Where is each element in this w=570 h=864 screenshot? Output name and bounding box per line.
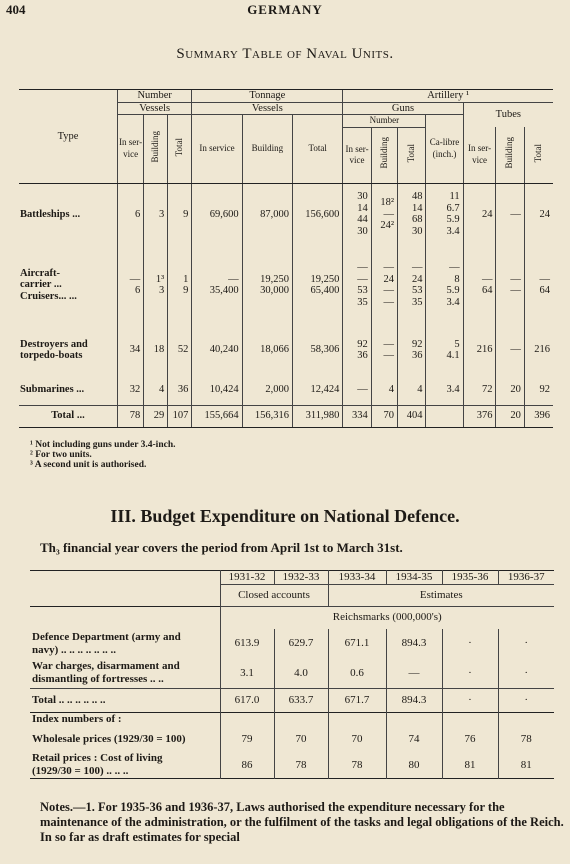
cell-cal: 3.4 bbox=[426, 375, 463, 405]
cell-t_t: 19,250 65,400 bbox=[293, 245, 343, 325]
header-artillery: Artillery ¹ bbox=[343, 90, 553, 103]
running-header bbox=[0, 2, 570, 20]
cell-tu_b: — — bbox=[496, 245, 524, 325]
header-tu-building: Building bbox=[504, 137, 515, 169]
budget-intro: Th₃ financial year covers the period from April 1st to March 31st. bbox=[40, 540, 403, 555]
blank-cell bbox=[386, 713, 442, 727]
cell-g_in: 92 36 bbox=[343, 325, 371, 375]
cell-t_t: 58,306 bbox=[293, 325, 343, 375]
budget-value: 613.9 bbox=[220, 629, 274, 659]
total-t_in: 155,664 bbox=[192, 405, 242, 427]
budget-value: · bbox=[442, 689, 498, 713]
cell-g_b: 4 bbox=[371, 375, 397, 405]
year-5: 1936-37 bbox=[498, 571, 554, 585]
index-row-label: Retail prices : Cost of living (1929/30 = 100) .. .. .. bbox=[32, 752, 163, 777]
year-3: 1934-35 bbox=[386, 571, 442, 585]
index-value: 86 bbox=[220, 752, 274, 779]
header-n-total: Total bbox=[174, 137, 185, 157]
cell-n_in: 34 bbox=[117, 325, 143, 375]
naval-units-table bbox=[19, 89, 553, 428]
cell-t_b: 19,250 30,000 bbox=[242, 245, 292, 325]
row-type-label: Battleships ... bbox=[20, 208, 81, 220]
budget-value: · bbox=[442, 659, 498, 689]
estimates-label: Estimates bbox=[328, 585, 554, 607]
naval-row bbox=[19, 183, 553, 245]
index-title: Index numbers of : bbox=[32, 713, 122, 725]
cell-g_b: — 24 — — bbox=[371, 245, 397, 325]
cell-g_in: — — 53 35 bbox=[343, 245, 371, 325]
footnote-3: ³ A second unit is authorised. bbox=[30, 460, 147, 470]
header-gun-number: Number bbox=[343, 115, 426, 128]
cell-tu_t: 92 bbox=[524, 375, 553, 405]
unit-row bbox=[30, 607, 554, 629]
cell-n_b: 4 bbox=[144, 375, 168, 405]
index-value: 81 bbox=[498, 752, 554, 779]
index-value: 78 bbox=[498, 726, 554, 752]
cell-cal: 5 4.1 bbox=[426, 325, 463, 375]
budget-value: 671.7 bbox=[328, 689, 386, 713]
header-tonnage: Tonnage bbox=[192, 90, 343, 103]
cell-tu_in: 72 bbox=[463, 375, 496, 405]
year-4: 1935-36 bbox=[442, 571, 498, 585]
cell-cal: — 8 5.9 3.4 bbox=[426, 245, 463, 325]
budget-value: 0.6 bbox=[328, 659, 386, 689]
budget-row-label: Defence Department (army and navy) .. .. .. .. .. .. .. bbox=[32, 630, 181, 656]
header-calibre: Ca-libre (inch.) bbox=[426, 115, 463, 184]
blank-cell bbox=[30, 571, 220, 585]
total-t_b: 156,316 bbox=[242, 405, 292, 427]
budget-value: 894.3 bbox=[386, 689, 442, 713]
blank-cell bbox=[442, 713, 498, 727]
total-label: Total ... bbox=[19, 405, 117, 427]
budget-value: 671.1 bbox=[328, 629, 386, 659]
year-2: 1933-34 bbox=[328, 571, 386, 585]
cell-cal: 11 6.7 5.9 3.4 bbox=[426, 183, 463, 245]
footnotes bbox=[30, 440, 175, 470]
blank-cell bbox=[274, 713, 328, 727]
cell-n_t: 52 bbox=[168, 325, 192, 375]
header-g-in-service: In ser-vice bbox=[343, 127, 371, 183]
cell-tu_in: 216 bbox=[463, 325, 496, 375]
cell-tu_t: — 64 bbox=[524, 245, 553, 325]
index-value: 81 bbox=[442, 752, 498, 779]
header-number-vessels: Vessels bbox=[117, 102, 191, 115]
budget-value: · bbox=[442, 629, 498, 659]
cell-tu_b: — bbox=[496, 325, 524, 375]
budget-value: · bbox=[498, 629, 554, 659]
closed-accounts-label: Closed accounts bbox=[220, 585, 328, 607]
cell-tu_in: 24 bbox=[463, 183, 496, 245]
budget-value: 4.0 bbox=[274, 659, 328, 689]
cell-tu_b: — bbox=[496, 183, 524, 245]
unit-label: Reichsmarks (000,000's) bbox=[220, 607, 554, 629]
blank-cell bbox=[220, 713, 274, 727]
blank-cell bbox=[30, 607, 220, 629]
cell-g_t: 4 bbox=[398, 375, 426, 405]
index-value: 80 bbox=[386, 752, 442, 779]
naval-total-row bbox=[19, 405, 553, 427]
index-value: 74 bbox=[386, 726, 442, 752]
header-guns: Guns bbox=[343, 102, 463, 115]
row-type-label: Destroyers and torpedo-boats bbox=[20, 338, 88, 361]
naval-row bbox=[19, 325, 553, 375]
row-type-label: Aircraft- carrier ... Cruisers... ... bbox=[20, 267, 77, 302]
cell-tu_t: 24 bbox=[524, 183, 553, 245]
total-cal bbox=[426, 405, 463, 427]
cell-g_b: 18² — 24² bbox=[371, 183, 397, 245]
index-row bbox=[30, 752, 554, 779]
cell-t_in: 69,600 bbox=[192, 183, 242, 245]
cell-n_t: 1 9 bbox=[168, 245, 192, 325]
total-n_b: 29 bbox=[144, 405, 168, 427]
cell-n_t: 36 bbox=[168, 375, 192, 405]
header-type: Type bbox=[19, 90, 117, 184]
budget-value: 629.7 bbox=[274, 629, 328, 659]
cell-t_t: 156,600 bbox=[293, 183, 343, 245]
year-row bbox=[30, 571, 554, 585]
total-g_b: 70 bbox=[371, 405, 397, 427]
period-row bbox=[30, 585, 554, 607]
cell-g_t: 48 14 68 30 bbox=[398, 183, 426, 245]
total-g_in: 334 bbox=[343, 405, 371, 427]
country-heading: GERMANY bbox=[247, 2, 323, 17]
cell-tu_in: — 64 bbox=[463, 245, 496, 325]
cell-n_b: 3 bbox=[144, 183, 168, 245]
budget-value: 633.7 bbox=[274, 689, 328, 713]
cell-tu_b: 20 bbox=[496, 375, 524, 405]
header-n-building: Building bbox=[150, 131, 160, 163]
budget-row-label: War charges, disarmament and dismantling of fortresses .. .. bbox=[32, 660, 180, 686]
cell-n_t: 9 bbox=[168, 183, 192, 245]
budget-value: — bbox=[386, 659, 442, 689]
cell-t_t: 12,424 bbox=[293, 375, 343, 405]
header-t-in-service: In service bbox=[192, 115, 242, 184]
notes-paragraph: Notes.—1. For 1935-36 and 1936-37, Laws authorised the expenditure necessary for the maintenance of the administration, or the fulfilment of the tasks and legal obligations of the Reich. In so far as draft estimates for special bbox=[40, 800, 564, 844]
cell-g_t: 92 36 bbox=[398, 325, 426, 375]
budget-table bbox=[30, 570, 554, 779]
blank-cell bbox=[498, 713, 554, 727]
header-number: Number bbox=[117, 90, 191, 103]
total-g_t: 404 bbox=[398, 405, 426, 427]
footnote-1: ¹ Not including guns under 3.4-inch. bbox=[30, 440, 176, 450]
total-n_in: 78 bbox=[117, 405, 143, 427]
budget-heading: III. Budget Expenditure on National Defence. bbox=[110, 506, 460, 526]
index-value: 78 bbox=[274, 752, 328, 779]
total-t_t: 311,980 bbox=[293, 405, 343, 427]
budget-row bbox=[30, 629, 554, 659]
naval-row bbox=[19, 375, 553, 405]
budget-row-label: Total .. .. .. .. .. .. bbox=[32, 694, 106, 706]
index-title-row bbox=[30, 713, 554, 727]
index-value: 79 bbox=[220, 726, 274, 752]
page-number: 404 bbox=[6, 2, 26, 17]
index-value: 70 bbox=[328, 726, 386, 752]
header-t-building: Building bbox=[242, 115, 292, 184]
cell-t_b: 87,000 bbox=[242, 183, 292, 245]
total-tu_b: 20 bbox=[496, 405, 524, 427]
cell-n_in: — 6 bbox=[117, 245, 143, 325]
budget-value: · bbox=[498, 659, 554, 689]
cell-g_in: — bbox=[343, 375, 371, 405]
footnote-2: ² For two units. bbox=[30, 450, 92, 460]
year-1: 1932-33 bbox=[274, 571, 328, 585]
index-row-label: Wholesale prices (1929/30 = 100) bbox=[32, 732, 186, 745]
budget-row bbox=[30, 659, 554, 689]
header-g-building: Building bbox=[378, 137, 389, 169]
budget-total-row bbox=[30, 689, 554, 713]
cell-g_b: — — bbox=[371, 325, 397, 375]
cell-t_in: 40,240 bbox=[192, 325, 242, 375]
budget-value: 894.3 bbox=[386, 629, 442, 659]
header-tu-total: Total bbox=[533, 143, 544, 163]
budget-value: · bbox=[498, 689, 554, 713]
year-0: 1931-32 bbox=[220, 571, 274, 585]
cell-g_in: 30 14 44 30 bbox=[343, 183, 371, 245]
naval-table-title: Summary Table of Naval Units. bbox=[176, 46, 394, 62]
cell-n_in: 32 bbox=[117, 375, 143, 405]
cell-t_in: 10,424 bbox=[192, 375, 242, 405]
total-n_t: 107 bbox=[168, 405, 192, 427]
index-value: 78 bbox=[328, 752, 386, 779]
cell-n_b: 1³ 3 bbox=[144, 245, 168, 325]
index-value: 70 bbox=[274, 726, 328, 752]
cell-t_in: — 35,400 bbox=[192, 245, 242, 325]
budget-value: 617.0 bbox=[220, 689, 274, 713]
blank-cell bbox=[328, 713, 386, 727]
total-tu_in: 376 bbox=[463, 405, 496, 427]
cell-n_in: 6 bbox=[117, 183, 143, 245]
row-type-label: Submarines ... bbox=[20, 384, 85, 395]
budget-value: 3.1 bbox=[220, 659, 274, 689]
blank-cell bbox=[30, 585, 220, 607]
header-t-total: Total bbox=[293, 115, 343, 184]
header-n-in-service: In ser-vice bbox=[117, 115, 143, 184]
header-g-total: Total bbox=[405, 144, 416, 163]
index-row bbox=[30, 726, 554, 752]
cell-g_t: — 24 53 35 bbox=[398, 245, 426, 325]
total-tu_t: 396 bbox=[524, 405, 553, 427]
cell-n_b: 18 bbox=[144, 325, 168, 375]
header-tubes: Tubes bbox=[463, 102, 553, 127]
header-tonnage-vessels: Vessels bbox=[192, 102, 343, 115]
cell-t_b: 18,066 bbox=[242, 325, 292, 375]
naval-row bbox=[19, 245, 553, 325]
index-value: 76 bbox=[442, 726, 498, 752]
cell-t_b: 2,000 bbox=[242, 375, 292, 405]
header-tu-in-service: In ser-vice bbox=[463, 127, 496, 183]
cell-tu_t: 216 bbox=[524, 325, 553, 375]
